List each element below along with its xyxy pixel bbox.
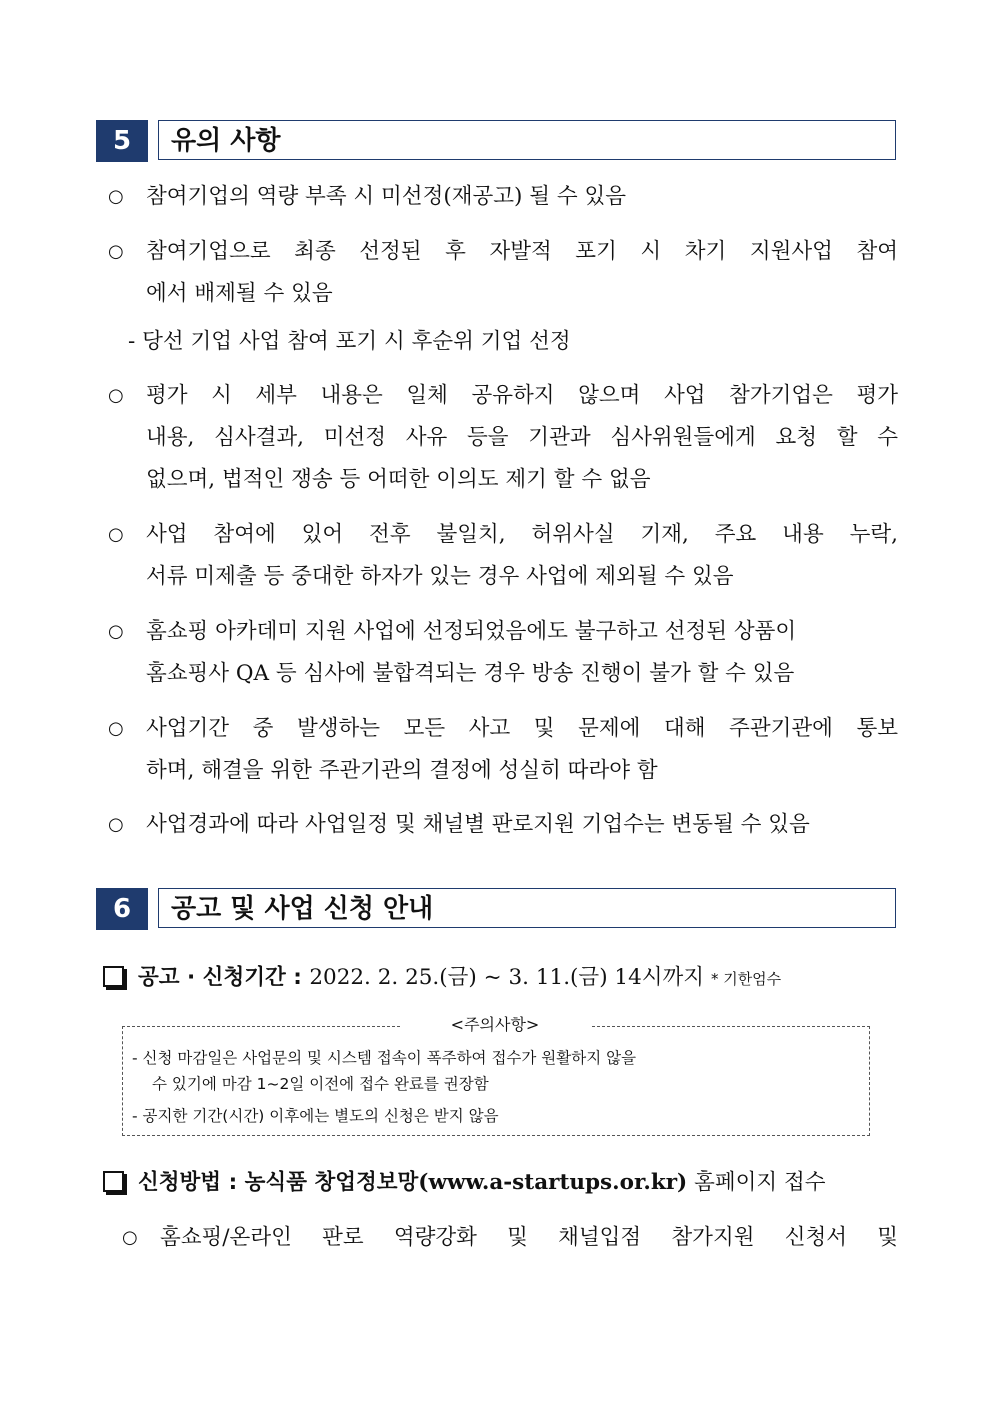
section-number: 5 [96, 120, 148, 162]
item-text: 하며, 해결을 위한 주관기관의 결정에 성실히 따라야 함 [146, 758, 658, 783]
item-text: 사업경과에 따라 사업일정 및 채널별 판로지원 기업수는 변동될 수 있음 [146, 812, 810, 837]
item-text: 사업기간 중 발생하는 모든 사고 및 문제에 대해 주관기관에 통보 [146, 716, 898, 741]
bullet-icon: ○ [108, 621, 124, 642]
item-text: 홈쇼핑/온라인 판로 역량강화 및 채널입점 참가지원 신청서 및 [160, 1225, 898, 1250]
method-colon: : [221, 1170, 245, 1195]
list-item [108, 514, 898, 598]
bullet-icon: ○ [108, 524, 124, 545]
item-text: 참여기업으로 최종 선정된 후 자발적 포기 시 차기 지원사업 참여 [146, 239, 898, 264]
period-note: * 기한엄수 [710, 970, 782, 988]
section-title: 공고 및 사업 신청 안내 [158, 888, 896, 928]
item-text: 내용, 심사결과, 미선정 사유 등을 기관과 심사위원들에게 요청 할 수 [146, 425, 898, 450]
method-value: 농식품 창업정보망(www.a-startups.or.kr) [244, 1170, 688, 1195]
bullet-icon: ○ [108, 186, 124, 207]
item-text: 사업 참여에 있어 전후 불일치, 허위사실 기재, 주요 내용 누락, [146, 522, 898, 547]
section-6-header [96, 888, 896, 930]
bullet-icon: ○ [108, 241, 124, 262]
item-text: 서류 미제출 등 중대한 하자가 있는 경우 사업에 제외될 수 있음 [146, 564, 734, 589]
caution-line: - 공지한 기간(시간) 이후에는 별도의 신청은 받지 않음 [132, 1107, 499, 1125]
section-title: 유의 사항 [158, 120, 896, 160]
item-text: 평가 시 세부 내용은 일체 공유하지 않으며 사업 참가기업은 평가 [146, 383, 898, 408]
list-item [108, 176, 898, 218]
list-item [108, 804, 898, 846]
sub-item [128, 321, 898, 363]
list-item [122, 1217, 898, 1259]
caution-line: 수 있기에 마감 1~2일 이전에 접수 완료를 권장함 [152, 1075, 489, 1093]
checkbox-square-icon [103, 966, 124, 987]
list-item [108, 375, 898, 501]
period-label: 공고 · 신청기간 [138, 965, 286, 990]
item-text: 에서 배제될 수 있음 [146, 281, 333, 306]
item-text: 홈쇼핑사 QA 등 심사에 불합격되는 경우 방송 진행이 불가 할 수 있음 [146, 661, 795, 686]
bullet-icon: ○ [108, 814, 124, 835]
bullet-icon: ○ [108, 385, 124, 406]
item-text: 당선 기업 사업 참여 포기 시 후순위 기업 선정 [142, 329, 571, 354]
item-text: 홈쇼핑 아카데미 지원 사업에 선정되었음에도 불구하고 선정된 상품이 [146, 619, 797, 644]
checkbox-square-icon [103, 1171, 124, 1192]
item-text: 없으며, 법적인 쟁송 등 어떠한 이의도 제기 할 수 없음 [146, 467, 651, 492]
period-colon: : [285, 965, 310, 990]
list-item [108, 611, 898, 695]
method-label: 신청방법 [138, 1170, 222, 1195]
item-text: 참여기업의 역량 부족 시 미선정(재공고) 될 수 있음 [146, 184, 626, 209]
method-suffix: 홈페이지 접수 [687, 1170, 826, 1195]
section-5-header [96, 120, 896, 162]
period-value: 2022. 2. 25.(금) ~ 3. 11.(금) 14시까지 [309, 965, 705, 990]
section-number: 6 [96, 888, 148, 930]
caution-line: - 신청 마감일은 사업문의 및 시스템 접속이 폭주하여 접수가 원활하지 않을 [132, 1049, 637, 1067]
caution-title: <주의사항> [400, 1012, 590, 1038]
list-item [108, 231, 898, 315]
bullet-icon: ○ [108, 718, 124, 739]
list-item [108, 708, 898, 792]
method-line [103, 1163, 898, 1203]
period-line [103, 958, 898, 999]
dash-icon: - [128, 329, 136, 354]
bullet-icon: ○ [122, 1227, 138, 1248]
